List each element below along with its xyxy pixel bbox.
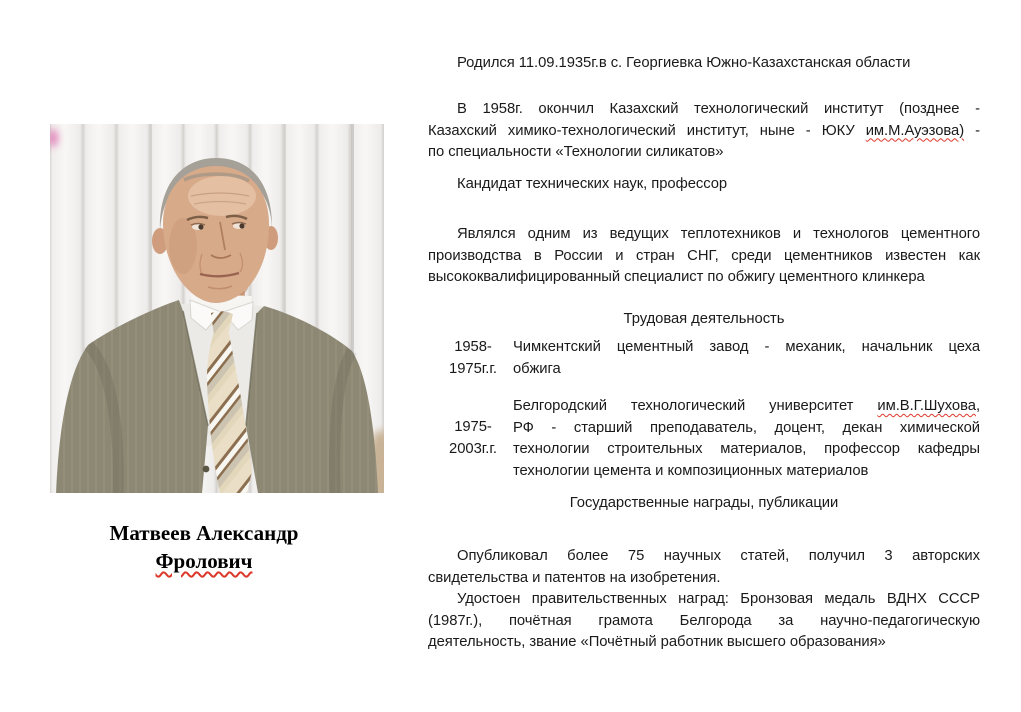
person-name-line1: Матвеев Александр <box>109 521 299 545</box>
paragraph-born: Родился 11.09.1935г.в с. Георгиевка Южно-Казахстанская области <box>457 55 911 71</box>
spellcheck-word: им.М.Ауэзова) <box>865 122 965 139</box>
paragraph-degree: Кандидат технических наук, профессор <box>457 176 728 192</box>
job1-description: Чимкентский цементный завод - механик, начальник цеха обжига <box>513 339 980 377</box>
paragraph-education: В 1958г. окончил Казахский технологический институт (позднее - Казахский химико-технологический институт, ныне - ЮКУ им.М.Ауэзова) - по специальности «Технологии силикатов» <box>428 101 980 160</box>
paragraph-summary: Являлся одним из ведущих теплотехников и технологов цементного производства в России и стран СНГ, среди цементников известен как высококвалифицированный специалист по обжигу цементного клинкера <box>428 226 980 285</box>
awards-header: Государственные награды, публикации <box>569 495 839 511</box>
person-name-line2: Фролович <box>155 549 253 573</box>
work-history-header: Трудовая деятельность <box>623 311 785 327</box>
job1-years: 1958- 1975г.г. <box>449 339 497 377</box>
job2-description: Белгородский технологический университет им.В.Г.Шухова, РФ - старший преподаватель, доцент, декан химической технологии строительных материалов, профессор кафедры технологии цемента и композиционных материалов <box>513 398 980 479</box>
portrait-photo <box>50 124 384 493</box>
person-name <box>37 519 371 575</box>
job2-years: 1975- 2003г.г. <box>449 419 497 457</box>
paragraph-awards: Опубликовал более 75 научных статей, получил 3 авторских свидетельства и патентов на изобретения. Удостоен правительственных наград: Бронзовая медаль ВДНХ СССР (1987г.), почётная грамота Белгорода за научно-педагогическую деятельность, звание «Почётный работник высшего образования» <box>428 548 980 650</box>
spellcheck-word: им.В.Г.Шухова <box>877 398 976 414</box>
bio-column <box>428 0 980 712</box>
